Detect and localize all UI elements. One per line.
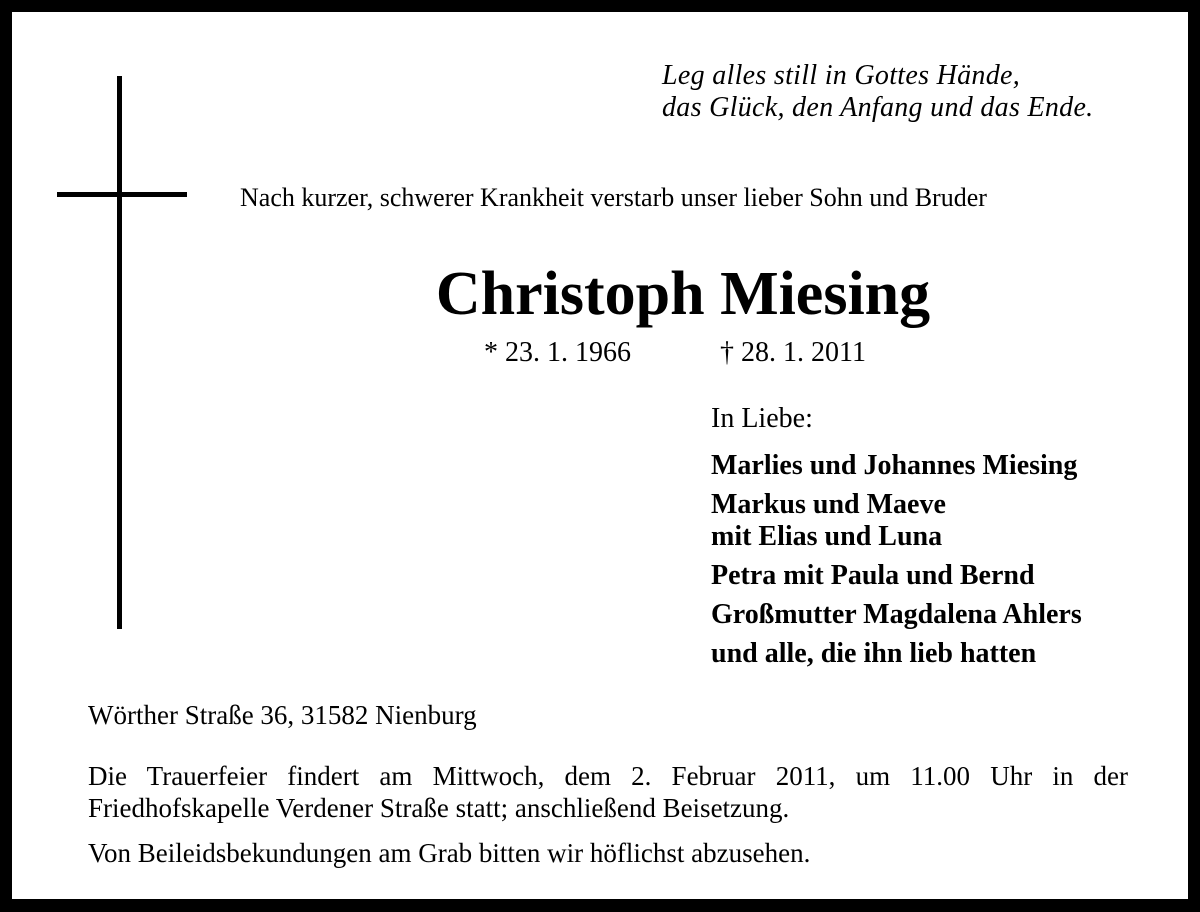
mourner-entry bbox=[711, 450, 1082, 482]
mourners-block bbox=[711, 402, 1082, 670]
death-date: † 28. 1. 2011 bbox=[720, 337, 866, 368]
mourner-line: Großmutter Magdalena Ahlers bbox=[711, 599, 1082, 630]
mourners-lead: In Liebe: bbox=[711, 403, 813, 434]
deceased-name: Christoph Miesing bbox=[435, 260, 931, 328]
mourner-entry bbox=[711, 560, 1082, 592]
motto-line: Leg alles still in Gottes Hände, bbox=[662, 60, 1021, 91]
birth-date: * 23. 1. 1966 bbox=[484, 337, 631, 368]
cross-vertical-bar bbox=[117, 76, 122, 629]
mourner-entry bbox=[711, 638, 1082, 670]
ceremony-notice: Die Trauerfeier findert am Mittwoch, dem 2. Februar 2011, um 11.00 Uhr in der Friedhofskapelle Verdener Straße statt; anschließend Beisetzung. bbox=[88, 761, 1128, 823]
mourner-line: Marlies und Johannes Miesing bbox=[711, 450, 1078, 481]
motto-line: das Glück, den Anfang und das Ende. bbox=[662, 92, 1094, 123]
cross-horizontal-bar bbox=[57, 192, 187, 197]
intro-text: Nach kurzer, schwerer Krankheit verstarb unser lieber Sohn und Bruder bbox=[240, 183, 987, 212]
mourner-line: mit Elias und Luna bbox=[711, 521, 943, 552]
mourner-line: Petra mit Paula und Bernd bbox=[711, 560, 1035, 591]
condolence-note: Von Beileidsbekundungen am Grab bitten wir höflichst abzusehen. bbox=[88, 838, 811, 868]
mourner-line: Markus und Maeve bbox=[711, 489, 946, 520]
mourner-line: und alle, die ihn lieb hatten bbox=[711, 638, 1037, 669]
mourner-entry bbox=[711, 489, 1082, 553]
motto-verse bbox=[662, 60, 1162, 124]
family-address: Wörther Straße 36, 31582 Nienburg bbox=[88, 700, 477, 730]
mourner-entry bbox=[711, 599, 1082, 631]
